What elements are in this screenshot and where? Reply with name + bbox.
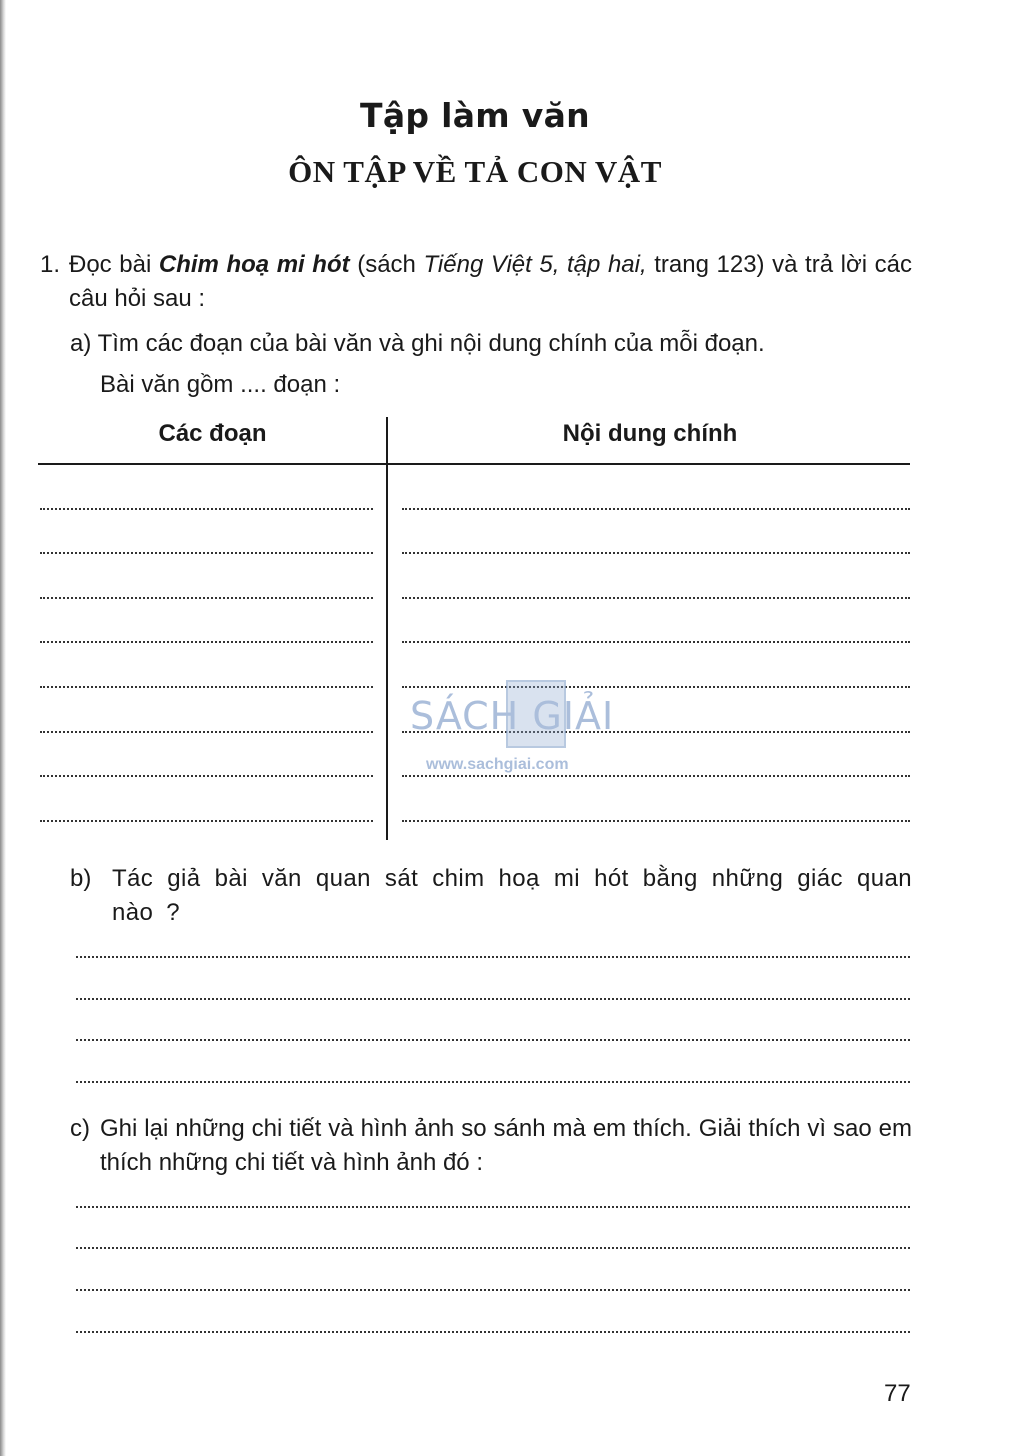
part-a-prompt: a) Tìm các đoạn của bài văn và ghi nội dung chính của mỗi đoạn. [70, 330, 765, 357]
part-b-prompt: Tác giả bài văn quan sát chim hoạ mi hót bằng những giác quan nào ? [112, 865, 912, 926]
page-subtitle: ÔN TẬP VỀ TẢ CON VẬT [288, 154, 662, 189]
answer-line-part-c[interactable] [76, 1331, 910, 1333]
part-b [70, 862, 912, 930]
table-column-divider [386, 417, 388, 840]
part-c-label: c) [70, 1115, 90, 1142]
answer-line-paragraph[interactable] [40, 641, 373, 643]
question-intro-b: (sách [349, 251, 424, 278]
part-c [70, 1112, 912, 1180]
part-c-prompt: Ghi lại những chi tiết và hình ảnh so sánh mà em thích. Giải thích vì sao em thích những chi tiết và hình ảnh đó : [100, 1115, 912, 1176]
answer-line-content[interactable] [402, 597, 910, 599]
table-header-main-content: Nội dung chính [562, 420, 738, 447]
answer-line-part-c[interactable] [76, 1247, 910, 1249]
answer-line-part-c[interactable] [76, 1206, 910, 1208]
answer-line-part-b[interactable] [76, 1081, 910, 1083]
page-binding-edge [0, 0, 6, 1456]
answer-line-content[interactable] [402, 508, 910, 510]
page-number: 77 [884, 1380, 911, 1407]
answer-line-content[interactable] [402, 820, 910, 822]
paragraph-count-prompt: Bài văn gồm .... đoạn : [100, 371, 341, 398]
answer-line-paragraph[interactable] [40, 731, 373, 733]
page-title: Tập làm văn [360, 96, 590, 135]
book-reference: Tiếng Việt 5, tập hai, [423, 251, 647, 278]
answer-line-content[interactable] [402, 552, 910, 554]
question-intro-c: trang 123) và trả lời các câu hỏi sau : [69, 251, 912, 312]
answer-line-part-c[interactable] [76, 1289, 910, 1291]
answer-line-paragraph[interactable] [40, 775, 373, 777]
question-number: 1. [40, 251, 61, 278]
answer-line-paragraph[interactable] [40, 508, 373, 510]
answer-line-part-b[interactable] [76, 956, 910, 958]
answer-line-paragraph[interactable] [40, 597, 373, 599]
watermark-text: SÁCH GIẢI [410, 694, 615, 738]
table-header-rule [38, 463, 910, 465]
answer-line-part-b[interactable] [76, 998, 910, 1000]
answer-line-part-b[interactable] [76, 1039, 910, 1041]
answer-line-paragraph[interactable] [40, 820, 373, 822]
watermark-logo [408, 680, 648, 780]
watermark-url: www.sachgiai.com [426, 756, 569, 773]
question-1-text [69, 248, 912, 316]
answer-line-paragraph[interactable] [40, 686, 373, 688]
question-1 [40, 248, 912, 316]
reading-title: Chim hoạ mi hót [158, 251, 350, 278]
table-header-paragraphs: Các đoạn [158, 420, 267, 447]
question-intro-a: Đọc bài [69, 251, 159, 278]
answer-line-content[interactable] [402, 641, 910, 643]
answer-line-paragraph[interactable] [40, 552, 373, 554]
part-b-label: b) [70, 865, 92, 892]
